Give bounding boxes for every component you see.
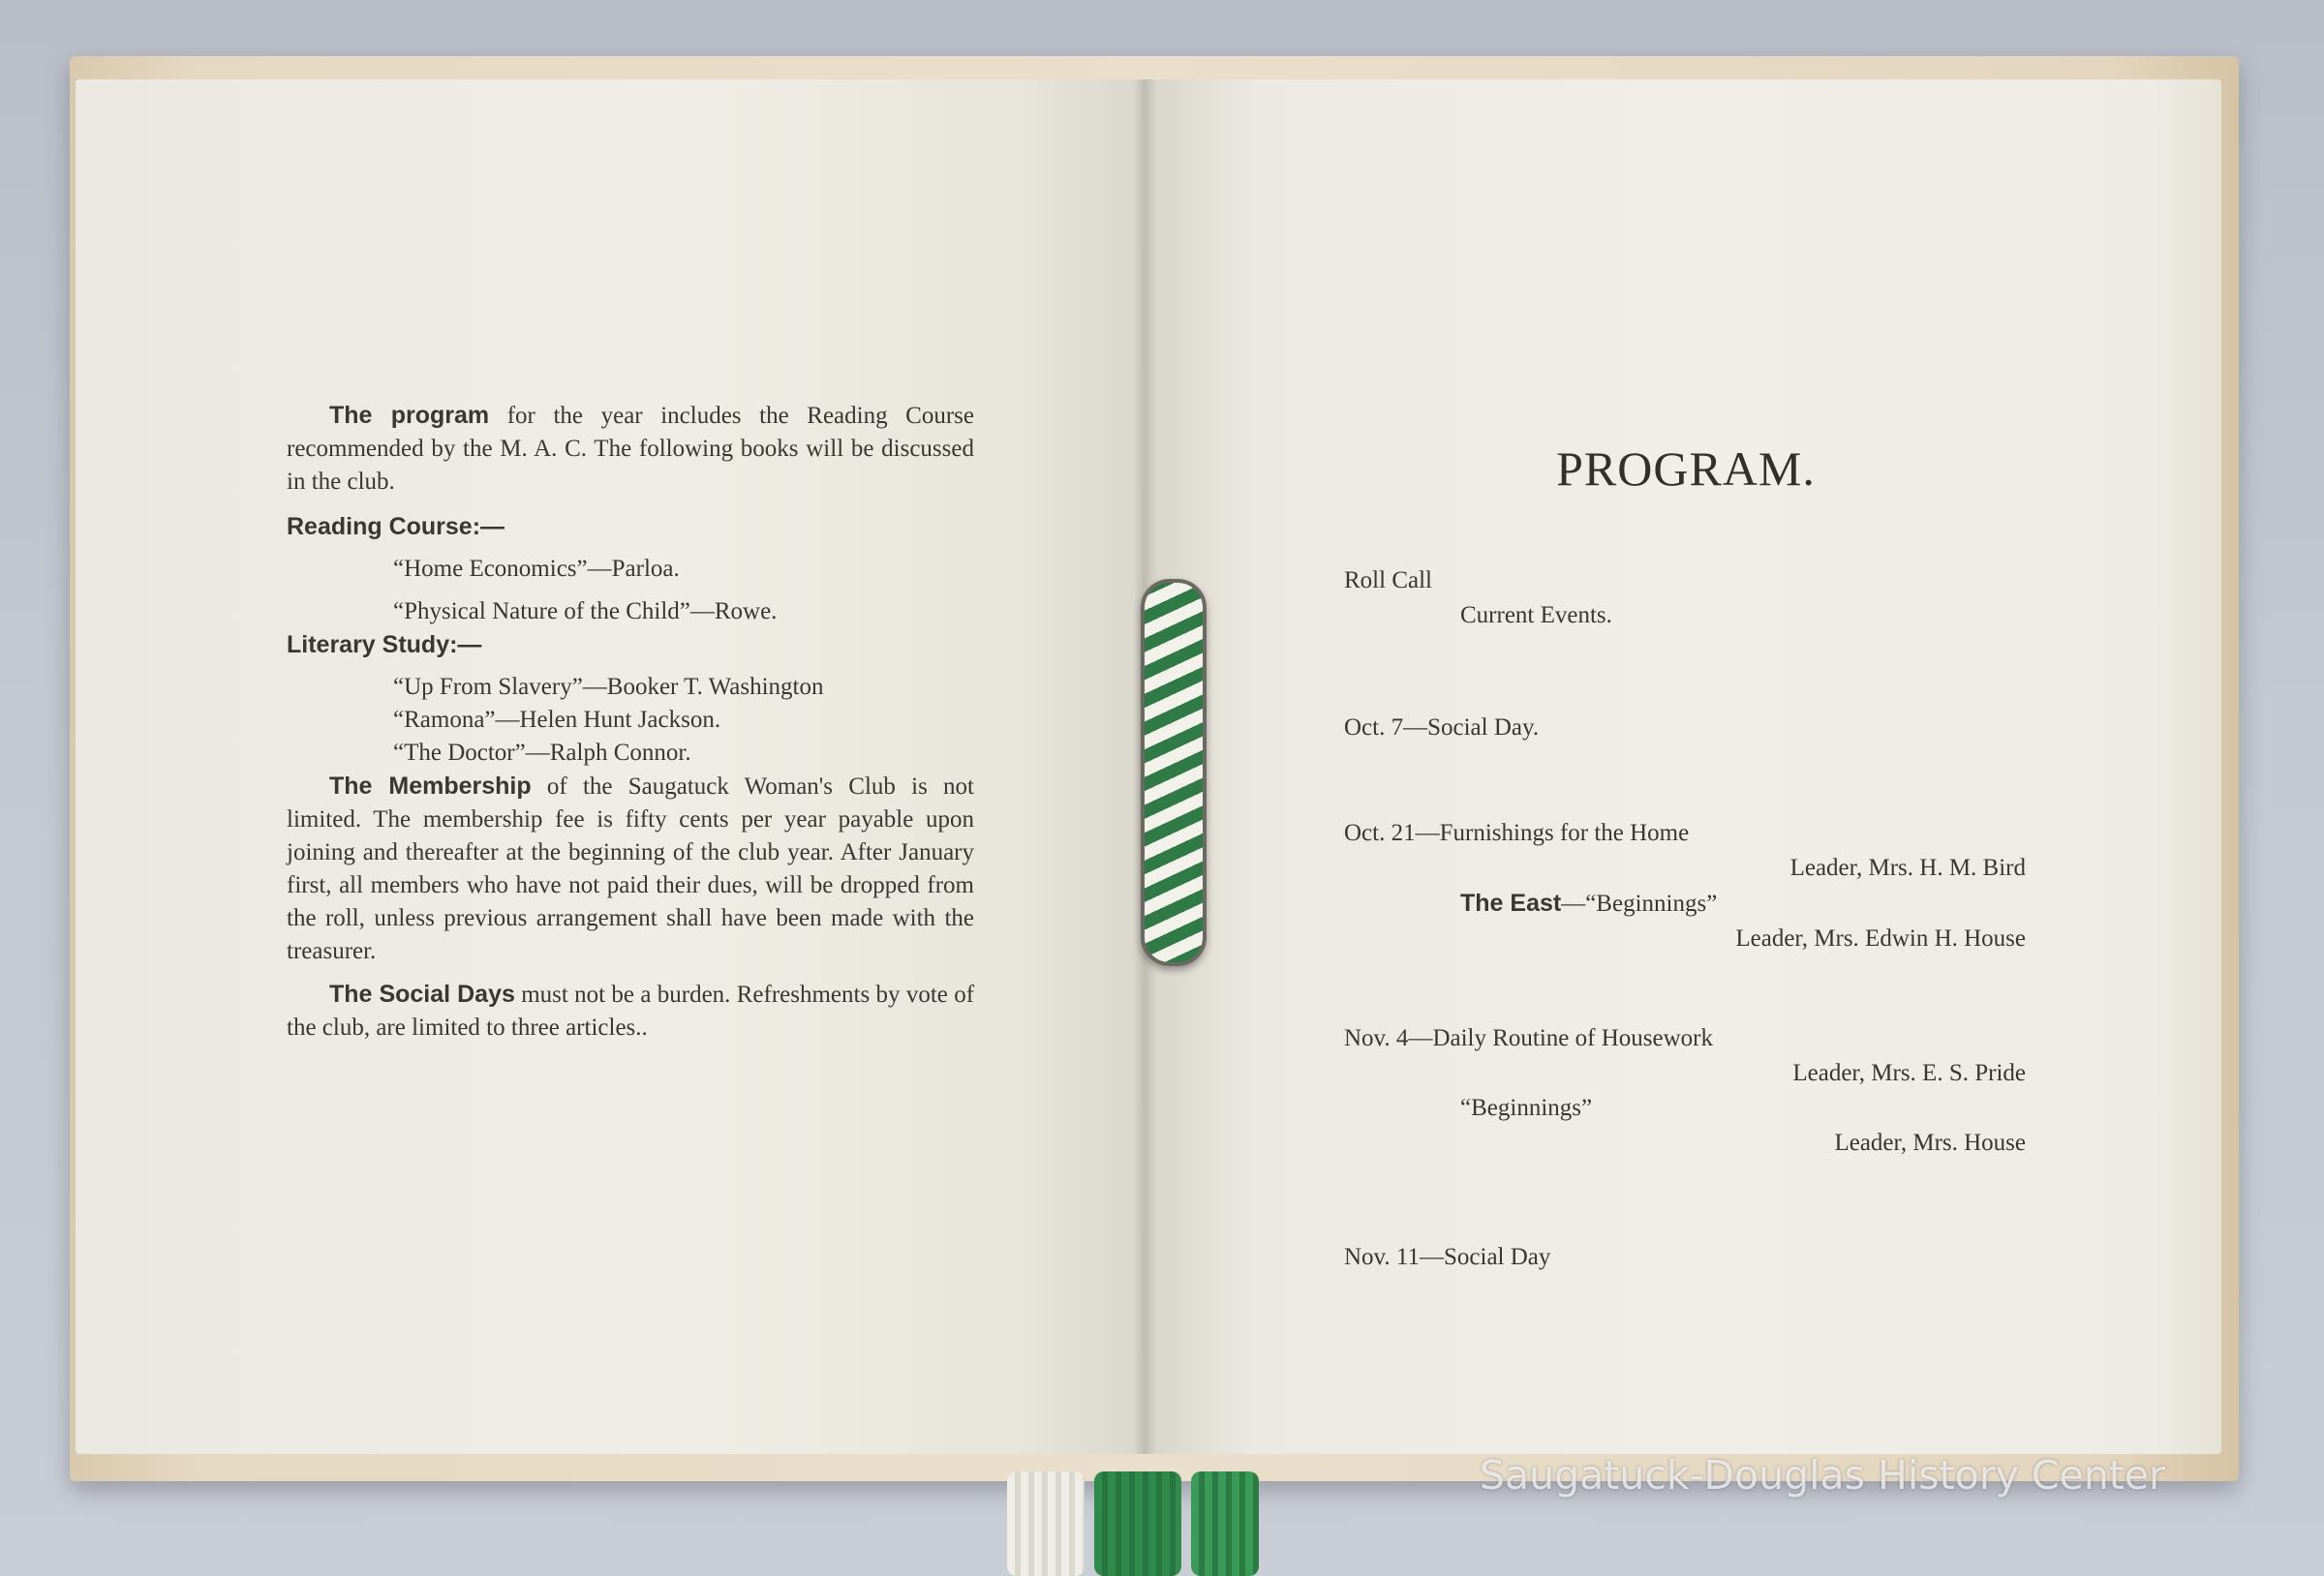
program-entry-nov-4 xyxy=(1344,1021,2026,1161)
membership-lead: The Membership xyxy=(329,773,532,800)
intro-lead: The program xyxy=(329,402,490,429)
entry-leader-2: Leader, Mrs. Edwin H. House xyxy=(1735,925,2026,952)
program-entry-nov-11 xyxy=(1344,1240,2026,1275)
program-title: PROGRAM. xyxy=(1556,441,1816,496)
membership-text: of the Saugatuck Woman's Club is not limited. The membership fee is fifty cents per year payable upon joining and thereafter at the beginning of the club year. After January first, all members who have not paid their dues, will be dropped from the roll, unless previous arrangement shall have been made with the treasurer. xyxy=(287,773,974,964)
social-days-text: must not be a burden. Refreshments by vote of the club, are limited to three articles.. xyxy=(287,982,975,1041)
entry-subtopic: “Beginnings” xyxy=(1460,1095,1593,1121)
literary-book-2: “Ramona”—Helen Hunt Jackson. xyxy=(393,707,721,733)
tassel-green xyxy=(1094,1471,1181,1576)
social-days-lead: The Social Days xyxy=(329,981,515,1008)
tassel-green-2 xyxy=(1191,1471,1259,1576)
entry-leader: Leader, Mrs. E. S. Pride xyxy=(1792,1060,2026,1086)
entry-date: Nov. 11 xyxy=(1344,1244,1421,1270)
entry-date: Oct. 7 xyxy=(1344,714,1404,741)
entry-subtopic xyxy=(1344,886,2026,922)
entry-date: Nov. 4 xyxy=(1344,1025,1409,1051)
intro-paragraph xyxy=(287,399,974,499)
left-page-text xyxy=(287,399,974,1045)
entry-topic: —Social Day xyxy=(1420,1244,1551,1270)
entry-leader-2: Leader, Mrs. House xyxy=(1834,1130,2026,1156)
reading-course-heading: Reading Course:— xyxy=(287,513,505,540)
cord-binding xyxy=(1141,579,1207,966)
membership-paragraph xyxy=(287,770,974,968)
entry-topic: —Social Day. xyxy=(1403,714,1540,741)
entry-topic: —Furnishings for the Home xyxy=(1415,820,1690,846)
entry-leader: Leader, Mrs. H. M. Bird xyxy=(1789,855,2026,881)
reading-book-2: “Physical Nature of the Child”—Rowe. xyxy=(393,598,778,624)
social-days-paragraph xyxy=(287,978,974,1045)
roll-call-value: Current Events. xyxy=(1460,602,1612,628)
intro-text: for the year includes the Reading Course recommended by the M. A. C. The following books will be discussed in the club. xyxy=(287,403,974,495)
roll-call-label: Roll Call xyxy=(1344,567,1432,593)
watermark-text: Saugatuck-Douglas History Center xyxy=(1480,1452,2165,1499)
subtopic-text: —“Beginnings” xyxy=(1561,891,1718,917)
program-entry-oct-7 xyxy=(1344,711,2026,745)
entry-date: Oct. 21 xyxy=(1344,820,1416,846)
literary-study-heading: Literary Study:— xyxy=(287,631,482,658)
roll-call xyxy=(1344,563,2026,633)
reading-book-1: “Home Economics”—Parloa. xyxy=(393,556,680,582)
literary-book-1: “Up From Slavery”—Booker T. Washington xyxy=(393,674,824,700)
tassel-white xyxy=(1007,1471,1085,1576)
subtopic-lead: The East xyxy=(1460,890,1562,917)
entry-topic: —Daily Routine of Housework xyxy=(1408,1025,1713,1051)
program-entry-oct-21 xyxy=(1344,816,2026,956)
literary-book-3: “The Doctor”—Ralph Connor. xyxy=(393,740,691,766)
